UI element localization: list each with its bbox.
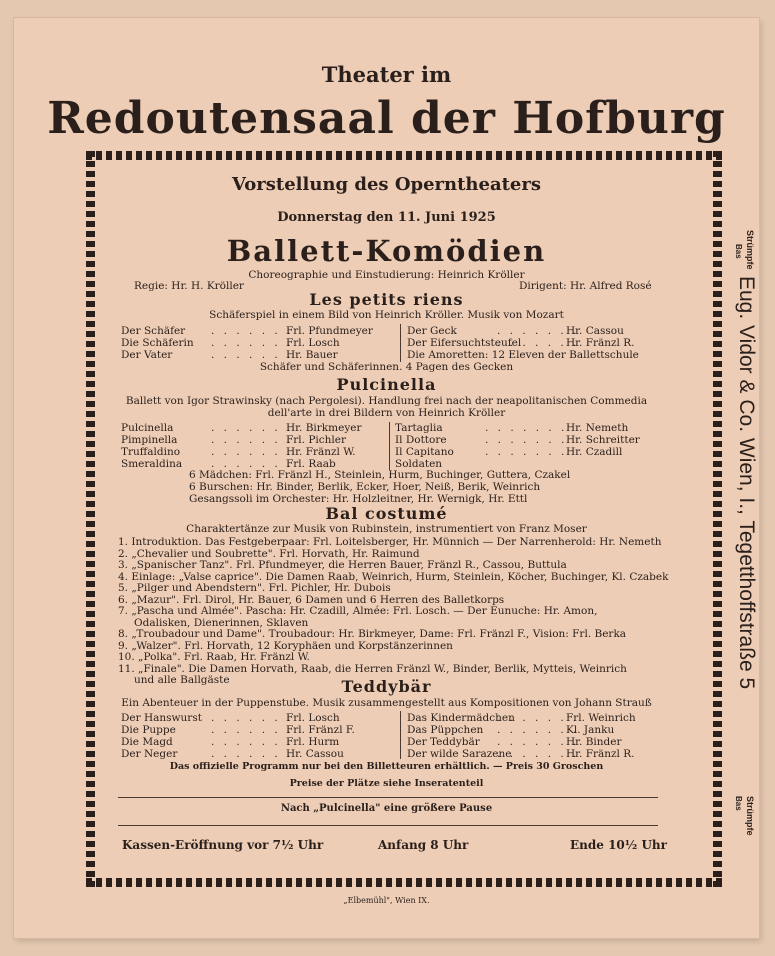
leader-dots: . . . . . . .	[485, 422, 568, 434]
cast-performer: Kl. Janku	[566, 724, 615, 736]
cast-performer: Hr. Schreitter	[566, 434, 640, 446]
cast-role: Der Hanswurst	[121, 712, 202, 724]
program-sheet	[14, 18, 759, 938]
frame-bottom	[86, 878, 722, 887]
dance-item: 11. „Finale". Die Damen Horvath, Raab, die Herren Fränzl W., Binder, Berlik, Mytteis, Weinrich	[118, 662, 627, 675]
ad-bas-top: Bas	[734, 244, 743, 259]
cast-role: Der Geck	[407, 325, 457, 337]
dance-item: 10. „Polka". Frl. Raab, Hr. Fränzl W.	[118, 651, 310, 663]
dirigent: Dirigent: Hr. Alfred Rosé	[519, 280, 652, 292]
cast-performer: Hr. Binder	[566, 736, 622, 748]
performance-title: Vorstellung des Operntheaters	[231, 174, 542, 195]
cast-role: Die Amoretten: 12 Eleven der Ballettschule	[407, 349, 639, 361]
leader-dots: . . . . . . .	[497, 736, 580, 748]
cast-performer: Frl. Pfundmeyer	[286, 325, 373, 337]
cast-role: Der Schäfer	[121, 325, 186, 337]
bal-subtitle: Charaktertänze zur Musik von Rubinstein, instrumentiert von Franz Moser	[186, 523, 587, 535]
dance-item: 2. „Chevalier und Soubrette". Frl. Horvath, Hr. Raimund	[118, 547, 420, 560]
leader-dots: . . . . . . .	[211, 349, 294, 361]
rule-top	[118, 797, 658, 798]
pulcinella-extras-2: 6 Burschen: Hr. Binder, Berlik, Ecker, Hoer, Neiß, Berik, Weinrich	[189, 481, 541, 493]
cast-performer: Hr. Fränzl W.	[286, 446, 356, 458]
cast-performer: Hr. Fränzl R.	[566, 337, 635, 349]
leader-dots: . . . . . . .	[211, 446, 294, 458]
leader-dots: . . . . . . .	[497, 712, 580, 724]
leader-dots: . . . . . . .	[211, 434, 294, 446]
cast-role: Smeraldina	[121, 458, 183, 470]
cast-role: Der Teddybär	[407, 736, 480, 748]
cast-performer: Hr. Nemeth	[566, 422, 629, 434]
printer-imprint: „Elbemühl", Wien IX.	[343, 896, 430, 905]
dance-item: 5. „Pilger und Abendstern". Frl. Pichler, Hr. Dubois	[118, 582, 391, 594]
dance-item: 3. „Spanischer Tanz". Frl. Pfundmeyer, die Herren Bauer, Fränzl R., Cassou, Buttula	[118, 559, 567, 571]
leader-dots: . . . . . . .	[211, 724, 294, 736]
cast-performer: Hr. Fränzl R.	[566, 748, 635, 760]
leader-dots: . . . . . . .	[497, 748, 580, 760]
dance-item: 1. Introduktion. Das Festgeberpaar: Frl. Loitelsberger, Hr. Münnich — Der Narrenherold: Hr. Nemeth	[118, 536, 662, 548]
choreography: Choreographie und Einstudierung: Heinrich Kröller	[248, 269, 525, 281]
pause-note: Nach „Pulcinella" eine größere Pause	[280, 803, 493, 814]
end-time: Ende 10½ Uhr	[570, 838, 667, 852]
pulcinella-sub2: dell'arte in drei Bildern von Heinrich Kröller	[267, 407, 506, 419]
cast-performer: Frl. Hurm	[286, 736, 340, 748]
dance-item: 9. „Walzer". Frl. Horvath, 12 Koryphäen und Korpstänzerinnen	[118, 639, 453, 652]
pulcinella-sub1: Ballett von Igor Strawinsky (nach Pergolesi). Handlung frei nach der neapolitanischen Commedia	[125, 395, 648, 407]
box-office-opening: Kassen-Eröffnung vor 7½ Uhr	[122, 838, 324, 852]
cast-role: Das Kindermädchen	[407, 712, 515, 724]
cast-role: Soldaten	[395, 458, 443, 470]
frame-top	[86, 151, 722, 160]
leader-dots: . . . . . . .	[497, 724, 580, 736]
ad-bas-bottom: Bas	[734, 796, 743, 811]
pulcinella-title: Pulcinella	[336, 375, 437, 394]
theater-line: Theater im	[321, 62, 452, 87]
bal-title: Bal costumé	[325, 504, 448, 523]
leader-dots: . . . . . . .	[497, 325, 580, 337]
leader-dots: . . . . . . .	[211, 337, 294, 349]
cast-performer: Frl. Raab	[286, 458, 336, 470]
teddy-subtitle: Ein Abenteuer in der Puppenstube. Musik zusammengestellt aus Kompositionen von Johann Strauß	[121, 697, 652, 709]
venue-title: Redoutensaal der Hofburg	[47, 93, 726, 144]
pulcinella-extras-1: 6 Mädchen: Frl. Fränzl H., Steinlein, Hurm, Buchinger, Guttera, Czakel	[189, 469, 571, 481]
leader-dots: . . . . . . .	[211, 748, 294, 760]
leader-dots: . . . . . . .	[211, 325, 294, 337]
teddy-divider	[400, 711, 401, 759]
leader-dots: . . . . . . .	[211, 736, 294, 748]
cast-role: Der Vater	[121, 349, 173, 361]
cast-performer: Hr. Birkmeyer	[286, 422, 362, 434]
cast-performer: Hr. Bauer	[286, 349, 338, 361]
pulcinella-divider	[389, 422, 390, 470]
cast-performer: Frl. Fränzl F.	[286, 724, 355, 736]
cast-performer: Hr. Czadill	[566, 446, 623, 458]
pulcinella-extras-3: Gesangssoli im Orchester: Hr. Holzleitner, Hr. Wernigk, Hr. Ettl	[189, 493, 528, 505]
dance-item: 6. „Mazur". Frl. Dirol, Hr. Bauer, 6 Damen und 6 Herren des Balletkorps	[118, 593, 505, 606]
cast-performer: Hr. Cassou	[566, 325, 624, 337]
start-time: Anfang 8 Uhr	[378, 838, 469, 852]
cast-role: Pulcinella	[121, 422, 174, 434]
leader-dots: . . . . . . .	[211, 458, 294, 470]
riens-title: Les petits riens	[309, 290, 464, 309]
cast-role: Tartaglia	[395, 422, 443, 434]
cast-role: Der Neger	[121, 748, 178, 760]
ad-company: Eug. Vidor & Co. Wien, I., Tegetthoffstraße 5	[735, 276, 758, 690]
dance-item: 4. Einlage: „Valse caprice". Die Damen Raab, Weinrich, Hurm, Steinlein, Köcher, Buchinger, Kl. Czabek	[118, 570, 669, 583]
dance-item: 8. „Troubadour und Dame". Troubadour: Hr. Birkmeyer, Dame: Frl. Fränzl F., Vision: Frl. Berka	[118, 628, 627, 640]
cast-role: Der Eifersuchtsteufel	[407, 337, 522, 349]
riens-subtitle: Schäferspiel in einem Bild von Heinrich Kröller. Musik von Mozart	[209, 309, 564, 321]
teddy-title: Teddybär	[341, 677, 432, 696]
ad-stockings-top: Strümpfe	[745, 230, 755, 270]
cast-role: Il Dottore	[395, 434, 447, 446]
price-note: Preise der Plätze siehe Inseratenteil	[289, 778, 484, 789]
regie: Regie: Hr. H. Kröller	[134, 280, 244, 292]
riens-footer: Schäfer und Schäferinnen. 4 Pagen des Gecken	[259, 361, 514, 373]
cast-role: Il Capitano	[395, 446, 454, 458]
cast-role: Die Puppe	[121, 724, 176, 736]
program-note: Das offizielle Programm nur bei den Billetteuren erhältlich. — Preis 30 Groschen	[169, 761, 604, 772]
leader-dots: . . . . . . .	[497, 337, 580, 349]
date: Donnerstag den 11. Juni 1925	[277, 210, 496, 225]
riens-divider	[400, 324, 401, 362]
cast-performer: Frl. Weinrich	[566, 712, 636, 724]
cast-performer: Frl. Losch	[286, 712, 340, 724]
dance-item: und alle Ballgäste	[134, 674, 230, 686]
leader-dots: . . . . . . .	[211, 422, 294, 434]
dance-item: Odalisken, Dienerinnen, Sklaven	[134, 616, 309, 629]
cast-role: Pimpinella	[121, 434, 178, 446]
rule-bottom	[118, 825, 658, 826]
leader-dots: . . . . . . .	[211, 712, 294, 724]
cast-performer: Frl. Pichler	[286, 434, 346, 446]
leader-dots: . . . . . . .	[485, 446, 568, 458]
main-title: Ballett-Komödien	[226, 234, 547, 268]
ad-stockings-bottom: Strümpfe	[745, 796, 755, 836]
leader-dots: . . . . . . .	[485, 434, 568, 446]
cast-role: Truffaldino	[121, 446, 181, 458]
cast-role: Die Schäferin	[121, 337, 194, 349]
cast-performer: Frl. Losch	[286, 337, 340, 349]
cast-performer: Hr. Cassou	[286, 748, 344, 760]
cast-role: Die Magd	[121, 736, 173, 748]
dance-item: 7. „Pascha und Almée". Pascha: Hr. Czadill, Almée: Frl. Losch. — Der Eunuche: Hr. Amon,	[118, 605, 598, 617]
cast-role: Das Püppchen	[407, 724, 484, 736]
cast-role: Der wilde Sarazene	[407, 748, 512, 760]
